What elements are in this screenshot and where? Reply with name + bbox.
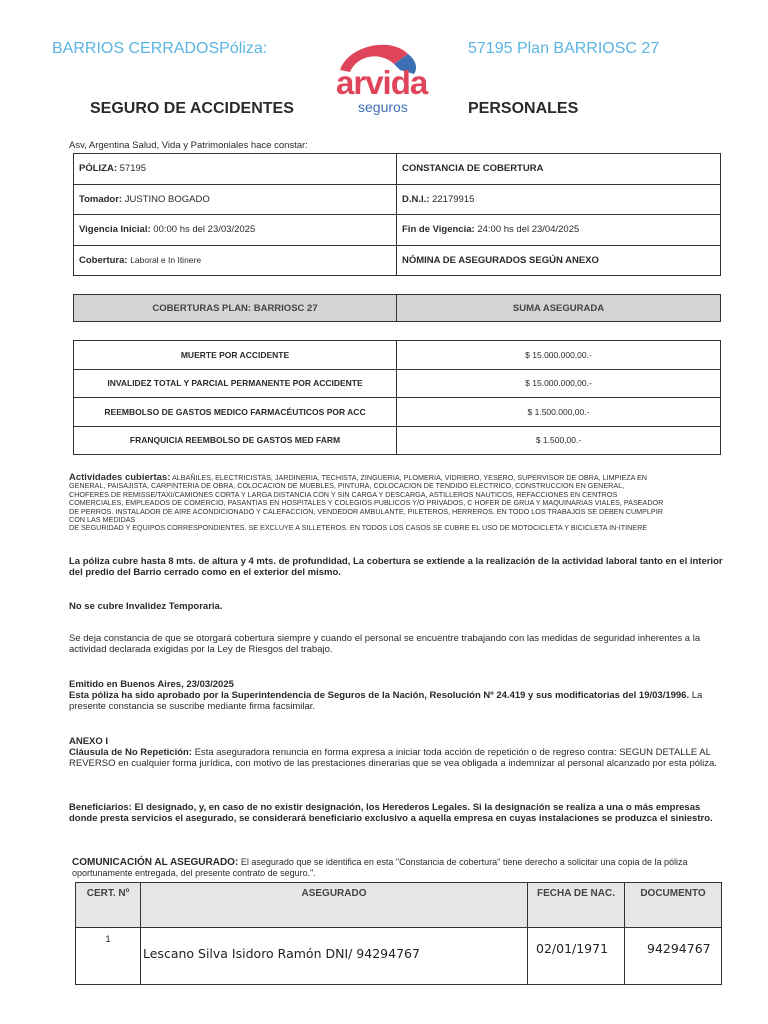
activities-line: CON LAS MEDIDAS bbox=[69, 515, 136, 525]
policy-table bbox=[73, 153, 721, 276]
nomina-cell bbox=[397, 245, 721, 276]
emitido-text: Emitido en Buenos Aires, 23/03/2025 bbox=[69, 679, 234, 690]
activities-line: DE PERROS. INSTALADOR DE AIRE ACONDICIONADO Y CALEFACCION, VENDEDOR AMBULANTE, PILETEROS, HERREROS. EN TODO LOS TRABAJOS SE DEBEN CUMPLPIR bbox=[69, 506, 663, 516]
activities-block bbox=[69, 474, 719, 533]
coverage-amount: $ 1.500,00.- bbox=[397, 426, 721, 455]
tomador-label: Tomador: bbox=[79, 193, 123, 205]
vigencia-inicial-cell bbox=[74, 215, 397, 246]
subtitle-right: PERSONALES bbox=[468, 100, 579, 117]
vigencia-inicial-label: Vigencia Inicial: bbox=[79, 224, 151, 236]
comunicacion-body: El asegurado que se identifica en esta "Constancia de cobertura" tiene derecho a solicitar una copia de la póliza oportunamente entregada, del presente contrato de seguro.". bbox=[72, 857, 688, 878]
anexo-block bbox=[69, 736, 725, 769]
dni-value: 22179915 bbox=[432, 193, 475, 205]
anexo-title: ANEXO I bbox=[69, 736, 109, 747]
tomador-value: JUSTINO BOGADO bbox=[124, 193, 210, 205]
table-row bbox=[74, 426, 721, 455]
table-header-row bbox=[76, 883, 722, 928]
asegurado-cell: Lescano Silva Isidoro Ramón DNI/ 94294767 bbox=[141, 928, 528, 985]
table-row bbox=[74, 245, 721, 276]
fin-vigencia-cell bbox=[397, 215, 721, 246]
documento-header: DOCUMENTO bbox=[625, 883, 722, 928]
logo-main-text: arvida bbox=[336, 64, 428, 101]
invalidez-paragraph: No se cubre Invalidez Temporaria. bbox=[69, 601, 223, 612]
nomina-label: NÓMINA DE ASEGURADOS SEGÚN ANEXO bbox=[402, 254, 599, 266]
dni-cell bbox=[397, 184, 721, 215]
fecha-header: FECHA DE NAC. bbox=[528, 883, 625, 928]
table-row bbox=[74, 369, 721, 398]
table-row bbox=[74, 215, 721, 246]
poliza-label: PÓLIZA: bbox=[79, 163, 117, 175]
aprobado-bold: Esta póliza ha sido aprobado por la Superintendencia de Seguros de la Nación, Resolución Nº 24.419 y sus modificatorias del 19/03/1996. bbox=[69, 690, 690, 701]
tomador-cell bbox=[74, 184, 397, 215]
clausula-text bbox=[69, 747, 725, 769]
activities-text: ALBAÑILES, ELECTRICISTAS, JARDINERIA, TECHISTA, ZINGUERIA, PLOMERIA, VIDRIERO, YESERO, SUPERVISOR DE OBRA, LIMPIEZA EN bbox=[171, 473, 648, 482]
table-row bbox=[76, 928, 722, 985]
activities-line: CHOFERES DE REMISSE/TAXI/CAMIONES CORTA Y LARGA DISTANCIA CON Y SIN CARGA Y DESCARGA, ASTILLEROS NAUTICOS, REFACCIONES EN CENTROS bbox=[69, 489, 618, 499]
cobertura-label: Cobertura: bbox=[79, 254, 128, 266]
constancia-label: CONSTANCIA DE COBERTURA bbox=[402, 163, 544, 175]
coverage-name: REEMBOLSO DE GASTOS MEDICO FARMACÉUTICOS POR ACC bbox=[74, 398, 397, 427]
coverage-amount: $ 1.500.000,00.- bbox=[397, 398, 721, 427]
activities-label: Actividades cubiertas: bbox=[69, 472, 171, 483]
table-row bbox=[74, 341, 721, 370]
activities-line: DE SEGURIDAD Y EQUIPOS CORRESPONDIENTES. SE EXCLUYE A SILLETEROS. EN TODOS LOS CASOS SE CUBRE EL USO DE MOTOCICLETA Y BICICLETA IN-ITINERE bbox=[69, 523, 648, 533]
coverage-name: FRANQUICIA REEMBOLSO DE GASTOS MED FARM bbox=[74, 426, 397, 455]
fecha-cell: 02/01/1971 bbox=[528, 928, 625, 985]
altura-paragraph: La póliza cubre hasta 8 mts. de altura y 4 mts. de profundidad, La cobertura se extiende a la realización de la actividad laboral tanto en el interior del predio del Barrio cerrado como en el exterior del mismo. bbox=[69, 556, 723, 578]
table-row bbox=[74, 154, 721, 185]
coverage-name: INVALIDEZ TOTAL Y PARCIAL PERMANENTE POR ACCIDENTE bbox=[74, 369, 397, 398]
clausula-label: Cláusula de No Repetición: bbox=[69, 747, 192, 758]
table-row bbox=[74, 295, 721, 322]
cert-cell: 1 bbox=[76, 928, 141, 985]
suma-asegurada-header: SUMA ASEGURADA bbox=[397, 295, 721, 322]
table-row bbox=[74, 398, 721, 427]
table-row bbox=[74, 184, 721, 215]
header-right-title: 57195 Plan BARRIOSC 27 bbox=[468, 40, 660, 57]
cobertura-value: Laboral e In Itinere bbox=[130, 254, 202, 265]
fin-vigencia-value: 24:00 hs del 23/04/2025 bbox=[477, 224, 580, 236]
logo-sub-text: seguros bbox=[358, 99, 408, 115]
beneficiarios-paragraph: Beneficiarios: El designado, y, en caso de no existir designación, los Herederos Legales. Si la designación se realiza a una o más empresas donde presta servicios el asegurado, se considerará beneficiario exclusivo a aquella empresa en cuyas instalaciones se produzca el siniestro. bbox=[69, 802, 713, 824]
coverage-plan-header: COBERTURAS PLAN: BARRIOSC 27 bbox=[74, 295, 397, 322]
intro-text: Asv, Argentina Salud, Vida y Patrimoniales hace constar: bbox=[69, 140, 308, 151]
activities-line: GENERAL, PAISAJISTA, CARPINTERIA DE OBRA, COLOCACION DE MUEBLES, PINTURA, COLOCACION DE TENDIDO ELECTRICO, CONSTRUCCION EN GENERAL, bbox=[69, 481, 625, 491]
seguridad-paragraph: Se deja constancia de que se otorgará cobertura siempre y cuando el personal se encuentre trabajando con las medidas de seguridad inherentes a la actividad declarada exigidas por la Ley de Riesgos del trabajo. bbox=[69, 633, 701, 655]
asegurado-header: ASEGURADO bbox=[141, 883, 528, 928]
poliza-value: 57195 bbox=[119, 163, 147, 175]
aprobado-text bbox=[69, 690, 725, 712]
coverage-amount: $ 15.000.000,00.- bbox=[397, 341, 721, 370]
vigencia-inicial-value: 00:00 hs del 23/03/2025 bbox=[153, 224, 256, 236]
arvida-logo bbox=[334, 40, 450, 120]
comunicacion-paragraph bbox=[72, 857, 722, 879]
documento-cell: 94294767 bbox=[625, 928, 722, 985]
comunicacion-label: COMUNICACIÓN AL ASEGURADO: bbox=[72, 857, 239, 868]
coverage-amount: $ 15.000.000,00.- bbox=[397, 369, 721, 398]
clausula-body: Esta aseguradora renuncia en forma expresa a iniciar toda acción de repetición o de regreso contra: SEGUN DETALLE AL REVERSO en cualquier forma jurídica, con motivo de las prestaciones dinerarias que se vea obligada a indemnizar al personal alcanzado por esta póliza. bbox=[69, 747, 717, 769]
dni-label: D.N.I.: bbox=[402, 193, 430, 205]
constancia-cell bbox=[397, 154, 721, 185]
aprobado-rest: La presente constancia se suscribe mediante firma facsimilar. bbox=[69, 690, 703, 712]
poliza-cell bbox=[74, 154, 397, 185]
activities-line: COMERCIALES, EMPLEADOS DE COMERCIO, PASANTIAS EN HOSPITALES Y COLEGIOS PUBLICOS Y/O PRIVADOS, C HOFER DE GRUA Y MAQUINARIAS VIALES, PASEADOR bbox=[69, 498, 664, 508]
emitido-block bbox=[69, 679, 725, 712]
header-left-title: BARRIOS CERRADOSPóliza: bbox=[52, 40, 268, 57]
fin-vigencia-label: Fin de Vigencia: bbox=[402, 224, 475, 236]
cobertura-cell bbox=[74, 245, 397, 276]
cert-header: CERT. Nº bbox=[76, 883, 141, 928]
insured-table bbox=[75, 882, 722, 985]
coverage-header-table bbox=[73, 294, 721, 322]
coverage-name: MUERTE POR ACCIDENTE bbox=[74, 341, 397, 370]
coverage-table bbox=[73, 340, 721, 455]
subtitle-left: SEGURO DE ACCIDENTES bbox=[90, 100, 294, 117]
